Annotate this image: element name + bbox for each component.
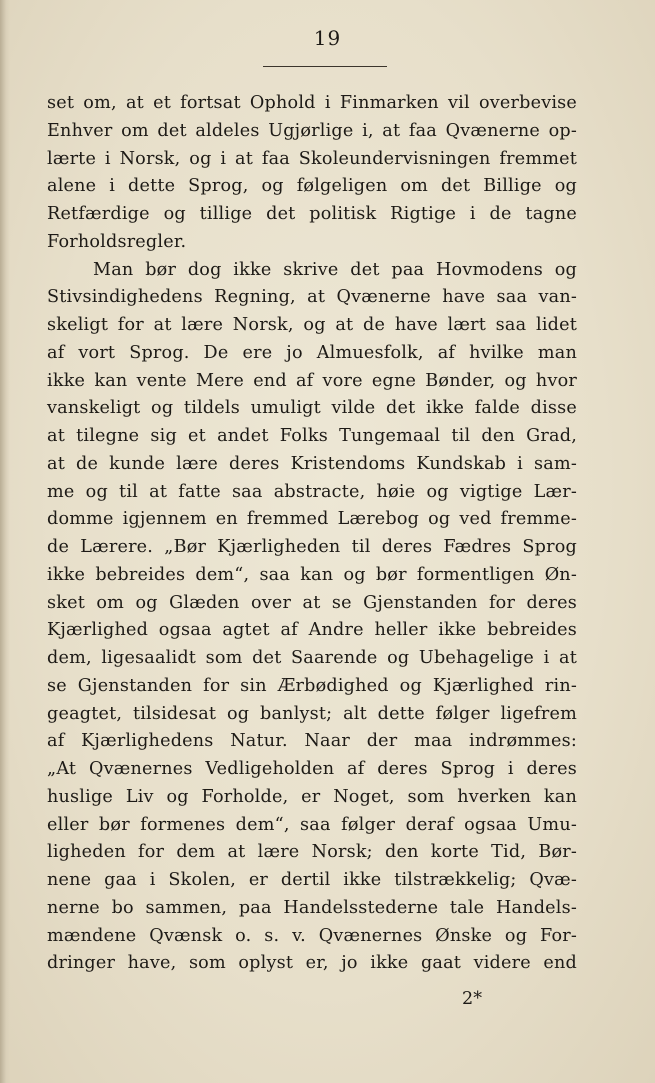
text-line: vanskeligt og tildels umuligt vilde det ikke falde disse bbox=[47, 398, 577, 419]
text-line: af Kjærlighedens Natur. Naar der maa indrømmes: bbox=[47, 731, 577, 752]
text-line: nerne bo sammen, paa Handelsstederne tale Handels- bbox=[47, 897, 577, 918]
text-line: „At Qvænernes Vedligeholden af deres Sprog i deres bbox=[47, 759, 577, 779]
body-text bbox=[47, 90, 577, 978]
text-line: af vort Sprog. De ere jo Almuesfolk, af hvilke man bbox=[47, 342, 577, 363]
text-line: ikke kan vente Mere end af vore egne Bønder, og hvor bbox=[47, 370, 577, 391]
text-line: se Gjenstanden for sin Ærbødighed og Kjærlighed rin- bbox=[47, 675, 577, 696]
text-line: me og til at fatte saa abstracte, høie og vigtige Lær- bbox=[47, 481, 577, 502]
page-binding-edge bbox=[0, 0, 10, 1083]
text-line: Stivsindighedens Regning, at Qvænerne have saa van- bbox=[47, 287, 577, 308]
header-rule bbox=[263, 66, 387, 67]
text-line: Man bør dog ikke skrive det paa Hovmodens og bbox=[93, 259, 577, 280]
text-line: set om, at et fortsat Ophold i Finmarken vil overbevise bbox=[47, 93, 577, 113]
text-line: ligheden for dem at lære Norsk; den korte Tid, Bør- bbox=[47, 842, 577, 863]
text-line: Kjærlighed ogsaa agtet af Andre heller ikke bebreides bbox=[47, 620, 577, 641]
text-line: dringer have, som oplyst er, jo ikke gaat videre end bbox=[47, 953, 577, 974]
text-line: dem, ligesaalidt som det Saarende og Ubehagelige i at bbox=[47, 648, 577, 668]
text-line: ikke bebreides dem“, saa kan og bør formentligen Øn- bbox=[47, 564, 577, 585]
text-line: at tilegne sig et andet Folks Tungemaal til den Grad, bbox=[47, 426, 577, 446]
text-line: domme igjennem en fremmed Lærebog og ved fremme- bbox=[47, 509, 577, 530]
signature-mark: 2* bbox=[462, 989, 482, 1009]
text-line: alene i dette Sprog, og følgeligen om det Billige og bbox=[47, 176, 577, 197]
text-line: huslige Liv og Forholde, er Noget, som hverken kan bbox=[47, 786, 577, 807]
text-line: nene gaa i Skolen, er dertil ikke tilstrækkelig; Qvæ- bbox=[47, 870, 577, 890]
text-line: de Lærere. „Bør Kjærligheden til deres Fædres Sprog bbox=[47, 537, 577, 557]
page-number: 19 bbox=[313, 26, 342, 50]
text-line: mændene Qvænsk o. s. v. Qvænernes Ønske og For- bbox=[47, 925, 577, 946]
text-line: Forholdsregler. bbox=[47, 231, 187, 252]
text-line: Retfærdige og tillige det politisk Rigtige i de tagne bbox=[47, 204, 577, 224]
text-line: eller bør formenes dem“, saa følger deraf ogsaa Umu- bbox=[47, 814, 577, 835]
text-line: geagtet, tilsidesat og banlyst; alt dette følger ligefrem bbox=[47, 703, 577, 724]
text-line: Enhver om det aldeles Ugjørlige i, at faa Qvænerne op- bbox=[47, 120, 577, 141]
text-line: sket om og Glæden over at se Gjenstanden for deres bbox=[47, 592, 577, 613]
text-line: at de kunde lære deres Kristendoms Kundskab i sam- bbox=[47, 453, 577, 474]
text-line: lærte i Norsk, og i at faa Skoleundervisningen fremmet bbox=[47, 148, 577, 169]
text-line: skeligt for at lære Norsk, og at de have lært saa lidet bbox=[47, 315, 577, 335]
